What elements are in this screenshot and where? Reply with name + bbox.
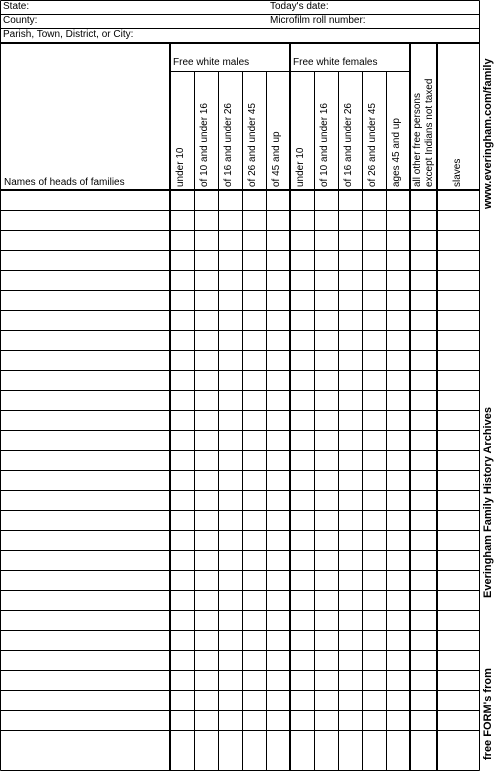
sidebar-free-forms: free FORM's from: [482, 668, 494, 760]
other-free-persons-line1: all other free persons: [412, 93, 423, 187]
names-header: Names of heads of families: [4, 177, 125, 188]
males-group-header: Free white males: [173, 57, 250, 68]
male-col-10-16: of 10 and under 16: [199, 103, 210, 187]
male-col-45-up: of 45 and up: [271, 131, 282, 187]
sidebar-archives: Everingham Family History Archives: [482, 407, 494, 598]
male-col-under-10: under 10: [175, 147, 186, 187]
female-col-16-26: of 16 and under 26: [343, 103, 354, 187]
female-col-45-up: ages 45 and up: [391, 118, 402, 187]
slaves-column: slaves: [452, 158, 463, 187]
parish-label: Parish, Town, District, or City:: [3, 29, 134, 40]
county-label: County:: [3, 15, 38, 26]
females-group-header: Free white females: [293, 57, 378, 68]
female-col-26-45: of 26 and under 45: [367, 103, 378, 187]
microfilm-roll-label: Microfilm roll number:: [270, 15, 366, 26]
male-col-26-45: of 26 and under 45: [247, 103, 258, 187]
sidebar-url: www.everingham.com/family: [482, 58, 494, 209]
other-free-persons-line2: except Indians not taxed: [424, 78, 435, 187]
female-col-10-16: of 10 and under 16: [319, 103, 330, 187]
todays-date-label: Today's date:: [270, 1, 329, 12]
female-col-under-10: under 10: [295, 147, 306, 187]
state-label: State:: [3, 1, 30, 12]
male-col-16-26: of 16 and under 26: [223, 103, 234, 187]
